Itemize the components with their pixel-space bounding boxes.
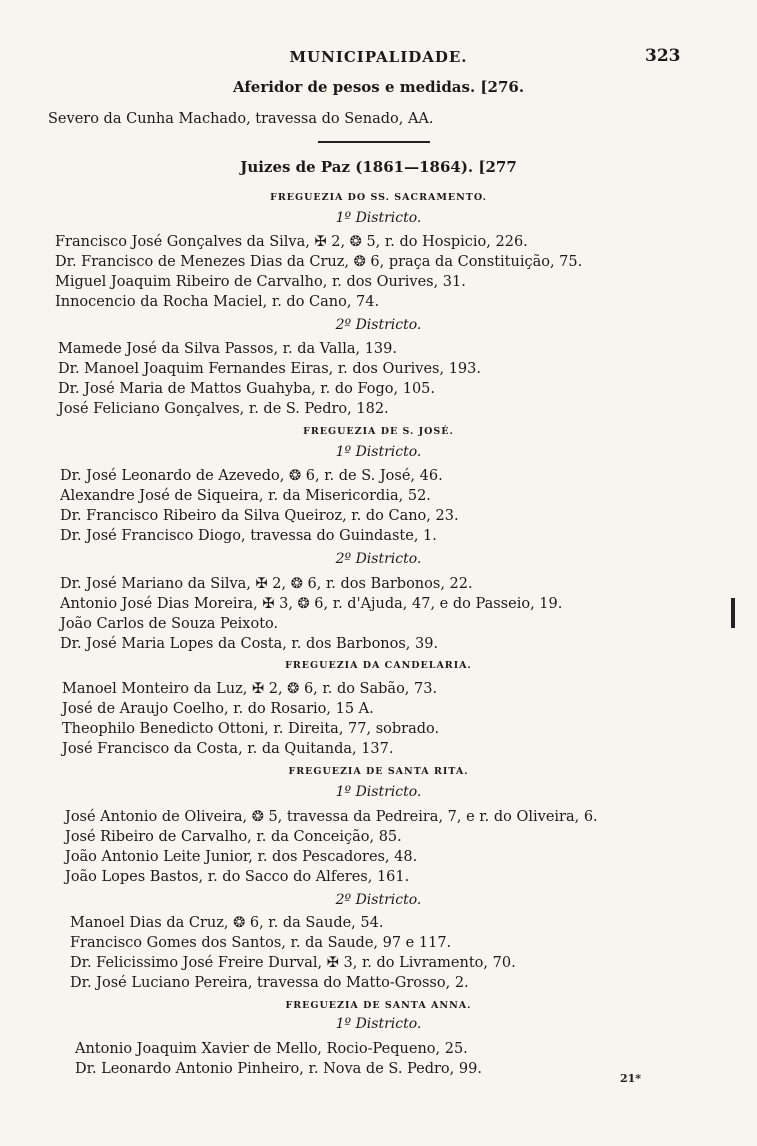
judge-entry: Dr. Leonardo Antonio Pinheiro, r. Nova de S. Pedro, 99.: [75, 1061, 482, 1077]
section-heading-aferidor: Aferidor de pesos e medidas. [276.: [232, 78, 525, 96]
district-heading: 1º Districto.: [335, 1016, 422, 1032]
parish-heading: FREGUEZIA DE SANTA RITA.: [288, 766, 469, 777]
section-heading-juizes: Juizes de Paz (1861—1864). [277: [240, 158, 517, 176]
judge-entry: Innocencio da Rocha Maciel, r. do Cano, 74.: [55, 294, 380, 310]
judge-entry: Dr. José Maria Lopes da Costa, r. dos Barbonos, 39.: [60, 636, 439, 652]
judge-entry: José Antonio de Oliveira, ❂ 5, travessa da Pedreira, 7, e r. do Oliveira, 6.: [65, 809, 598, 825]
judge-entry: José Francisco da Costa, r. da Quitanda, 137.: [62, 741, 394, 757]
district-heading: 1º Districto.: [335, 444, 422, 460]
judge-entry: Antonio Joaquim Xavier de Mello, Rocio-Pequeno, 25.: [75, 1041, 468, 1057]
judge-entry: João Antonio Leite Junior, r. dos Pescadores, 48.: [65, 849, 418, 865]
judge-entry: José Ribeiro de Carvalho, r. da Conceição, 85.: [65, 829, 402, 845]
judge-entry: Dr. José Luciano Pereira, travessa do Matto-Grosso, 2.: [70, 975, 469, 991]
district-heading: 2º Districto.: [335, 892, 422, 908]
district-heading: 2º Districto.: [335, 317, 422, 333]
judge-entry: Francisco Gomes dos Santos, r. da Saude, 97 e 117.: [70, 935, 452, 951]
judge-entry: Manoel Dias da Cruz, ❂ 6, r. da Saude, 54.: [70, 915, 384, 931]
judge-entry: Dr. Felicissimo José Freire Durval, ✠ 3, r. do Livramento, 70.: [70, 955, 516, 971]
divider-rule: [318, 141, 430, 143]
entry-aferidor: Severo da Cunha Machado, travessa do Senado, AA.: [48, 111, 434, 127]
parish-heading: FREGUEZIA DA CANDELARIA.: [285, 660, 472, 671]
judge-entry: Dr. José Francisco Diogo, travessa do Guindaste, 1.: [60, 528, 437, 544]
judge-entry: João Lopes Bastos, r. do Sacco do Alferes, 161.: [65, 869, 410, 885]
margin-mark: [731, 598, 735, 628]
judge-entry: Manoel Monteiro da Luz, ✠ 2, ❂ 6, r. do Sabão, 73.: [62, 681, 438, 697]
district-heading: 2º Districto.: [335, 551, 422, 567]
judge-entry: Miguel Joaquim Ribeiro de Carvalho, r. dos Ourives, 31.: [55, 274, 466, 290]
judge-entry: Francisco José Gonçalves da Silva, ✠ 2, ❂ 5, r. do Hospicio, 226.: [55, 234, 528, 250]
parish-heading: FREGUEZIA DE SANTA ANNA.: [285, 1000, 472, 1011]
running-header: MUNICIPALIDADE.: [289, 48, 468, 66]
judge-entry: Dr. José Leonardo de Azevedo, ❂ 6, r. de S. José, 46.: [60, 468, 443, 484]
parish-heading: FREGUEZIA DO SS. SACRAMENTO.: [270, 192, 487, 203]
page-number: 323: [645, 46, 681, 66]
judge-entry: João Carlos de Souza Peixoto.: [60, 616, 279, 632]
judge-entry: José de Araujo Coelho, r. do Rosario, 15 A.: [62, 701, 374, 717]
judge-entry: Mamede José da Silva Passos, r. da Valla, 139.: [58, 341, 397, 357]
judge-entry: Dr. José Maria de Mattos Guahyba, r. do Fogo, 105.: [58, 381, 435, 397]
judge-entry: Dr. José Mariano da Silva, ✠ 2, ❂ 6, r. dos Barbonos, 22.: [60, 576, 473, 592]
district-heading: 1º Districto.: [335, 210, 422, 226]
judge-entry: Dr. Francisco de Menezes Dias da Cruz, ❂ 6, praça da Constituição, 75.: [55, 254, 583, 270]
judge-entry: Dr. Francisco Ribeiro da Silva Queiroz, r. do Cano, 23.: [60, 508, 459, 524]
judge-entry: Alexandre José de Siqueira, r. da Misericordia, 52.: [60, 488, 431, 504]
judge-entry: Dr. Manoel Joaquim Fernandes Eiras, r. dos Ourives, 193.: [58, 361, 481, 377]
parish-heading: FREGUEZIA DE S. JOSÉ.: [303, 426, 454, 437]
signature-mark: 21*: [620, 1072, 642, 1085]
district-heading: 1º Districto.: [335, 784, 422, 800]
judge-entry: Theophilo Benedicto Ottoni, r. Direita, 77, sobrado.: [62, 721, 440, 737]
judge-entry: Antonio José Dias Moreira, ✠ 3, ❂ 6, r. d'Ajuda, 47, e do Passeio, 19.: [60, 596, 563, 612]
judge-entry: José Feliciano Gonçalves, r. de S. Pedro, 182.: [58, 401, 389, 417]
